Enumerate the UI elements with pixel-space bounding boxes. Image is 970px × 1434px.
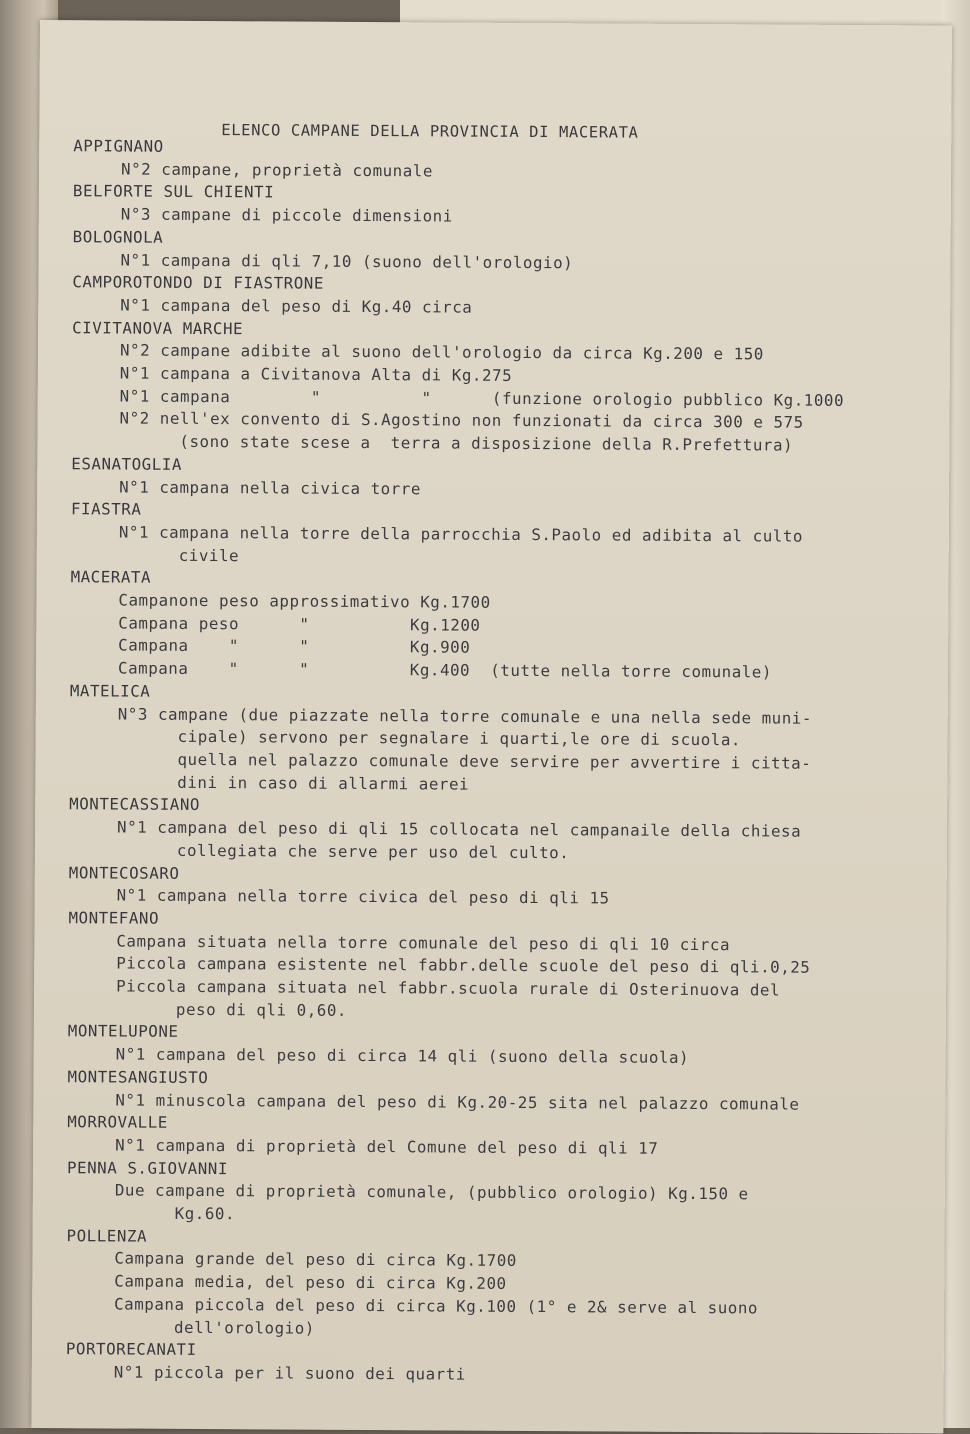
list-item (71, 498, 941, 571)
town-name: PENNA S.GIOVANNI (66, 1157, 229, 1178)
town-name: MONTEFANO (68, 908, 160, 928)
bell-description: N°1 campana di proprietà del Comune del peso di qli 17 (115, 1135, 659, 1158)
list-item (73, 135, 943, 186)
list-item (69, 680, 940, 799)
bell-description-continued: collegiata che serve per uso del culto. (176, 840, 570, 863)
bell-description-continued: peso di qli 0,60. (175, 999, 348, 1020)
bell-description: N°2 campane adibite al suono dell'orologio da circa Kg.200 e 150 (119, 340, 764, 364)
list-item (67, 1111, 937, 1162)
list-item (73, 181, 943, 232)
bell-list (66, 135, 944, 1389)
page-title: ELENCO CAMPANE DELLA PROVINCIA DI MACERATA (221, 121, 639, 142)
bell-description: N°1 campana a Civitanova Alta di Kg.275 (119, 363, 513, 385)
town-name: MONTELUPONE (67, 1021, 179, 1042)
bell-description: Piccola campana situata nel fabbr.scuola rurale di Osterinuova del (116, 976, 781, 1000)
list-item (72, 271, 942, 322)
bell-description: N°2 nell'ex convento di S.Agostino non funzionati da circa 300 e 575 (119, 408, 804, 433)
bell-description-continued: quella nel palazzo comunale deve servire per avvertire i citta- (177, 749, 812, 773)
bell-description: Campana " " Kg.900 (118, 635, 471, 658)
bell-description: Campana piccola del peso di circa Kg.100 (1° e 2& serve al suono (114, 1294, 759, 1318)
bell-description: N°1 campana nella torre della parrocchia S.Paolo ed adibita al culto (118, 522, 804, 546)
town-name: APPIGNANO (73, 136, 164, 156)
town-name: PORTORECANATI (65, 1339, 197, 1360)
bell-description: Campanone peso approssimativo Kg.1700 (118, 590, 491, 612)
list-item (68, 907, 939, 1026)
bell-description: N°1 campana nella torre civica del peso di qli 15 (116, 885, 610, 908)
town-name: MONTECASSIANO (69, 794, 201, 815)
town-name: MATELICA (69, 681, 151, 701)
list-item (66, 1338, 936, 1389)
town-name: BELFORTE SUL CHIENTI (72, 181, 275, 202)
bell-description: Campana peso " Kg.1200 (118, 613, 481, 635)
list-item (72, 226, 942, 277)
list-item (69, 862, 939, 913)
list-item (67, 1157, 937, 1230)
bell-description-continued: (sono state scese a terra a disposizione della R.Prefettura) (179, 432, 794, 455)
bell-description: Piccola campana esistente nel fabbr.delle scuole del peso di qli.0,25 (116, 953, 811, 978)
bell-description: N°3 campane di piccole dimensioni (120, 204, 453, 226)
bell-description: N°2 campane, proprietà comunale (121, 159, 434, 181)
town-name: POLLENZA (66, 1225, 148, 1246)
bell-description: Due campane di proprietà comunale, (pubblico orologio) Kg.150 e (114, 1180, 749, 1204)
bell-description: N°1 campana del peso di qli 15 collocata nel campanaile della chiesa (117, 817, 802, 841)
town-name: MORROVALLE (67, 1112, 168, 1133)
document-page (31, 20, 952, 1434)
bell-description: N°1 piccola per il suono dei quarti (113, 1362, 466, 1384)
bell-description-continued: Kg.60. (174, 1203, 236, 1224)
bell-description: Campana situata nella torre comunale del peso di qli 10 circa (116, 931, 731, 954)
town-name: ESANATOGLIA (71, 454, 183, 474)
bell-description: N°1 campana di qli 7,10 (suono dell'orologio) (120, 250, 574, 272)
town-name: MACERATA (70, 567, 152, 588)
list-item (71, 453, 941, 504)
list-item (66, 1225, 937, 1344)
bell-description: N°1 campana " " (funzione orologio pubblico Kg.1000 (119, 386, 845, 410)
bell-description: N°1 campana del peso di circa 14 qli (suono della scuola) (115, 1044, 690, 1068)
town-name: CAMPOROTONDO DI FIASTRONE (72, 272, 324, 293)
list-item (69, 794, 939, 867)
town-name: CIVITANOVA MARCHE (72, 317, 244, 338)
bell-description-continued: dell'orologio) (173, 1317, 315, 1338)
bell-description: Campana " " Kg.400 (tutte nella torre comunale) (117, 658, 773, 682)
bell-description-continued: cipale) servono per segnalare i quarti,le ore di scuola. (177, 727, 742, 750)
town-name: FIASTRA (70, 499, 142, 519)
bell-description-continued: civile (178, 545, 240, 565)
bell-description: N°1 minuscola campana del peso di Kg.20-25 sita nel palazzo comunale (115, 1090, 800, 1114)
town-name: MONTESANGIUSTO (67, 1067, 209, 1087)
town-name: MONTECOSARO (68, 862, 180, 883)
bell-description: Campana grande del peso di circa Kg.1700 (114, 1248, 517, 1271)
list-item (70, 567, 941, 686)
bell-description: Campana media, del peso di circa Kg.200 (114, 1271, 507, 1294)
list-item (68, 1021, 938, 1072)
bell-description: N°1 campana nella civica torre (119, 477, 422, 498)
town-name: BOLOGNOLA (72, 227, 164, 247)
list-item (71, 317, 942, 459)
list-item (67, 1066, 937, 1117)
bell-description-continued: dini in caso di allarmi aerei (177, 772, 470, 794)
bell-description: N°3 campane (due piazzate nella torre comunale e una nella sede muni- (117, 704, 812, 728)
bell-description: N°1 campana del peso di Kg.40 circa (120, 295, 473, 317)
